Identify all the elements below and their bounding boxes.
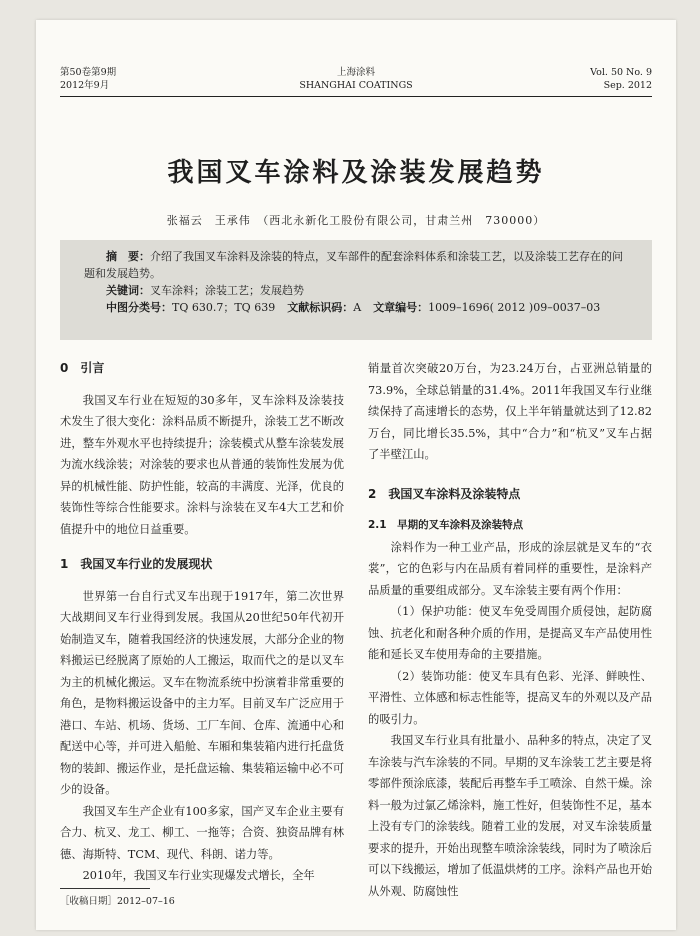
abstract-text: 介绍了我国叉车涂料及涂装的特点，叉车部件的配套涂料体系和涂装工艺，以及涂装工艺存在的问题和发展趋势。 <box>84 250 623 280</box>
header-divider <box>60 96 652 97</box>
article-no-label: 文章编号： <box>373 301 429 314</box>
section-1-paragraph-2: 我国叉车生产企业有100多家，国产叉车企业主要有合力、杭叉、龙工、柳工、一拖等；合资、独资品牌有林德、海斯特、TCM、现代、科朗、诺力等。 <box>60 804 344 861</box>
header-journal-name <box>36 66 676 92</box>
section-2-1-paragraph-3: （2）装饰功能：使叉车具有色彩、光泽、鲜映性、平滑性、立体感和标志性能等，提高叉车的外观以及产品的吸引力。 <box>368 669 652 726</box>
abstract-paragraph <box>84 248 628 282</box>
keywords-line <box>84 282 628 299</box>
section-2-1-paragraph-2: （1）保护功能：使叉车免受周围介质侵蚀，起防腐蚀、抗老化和耐各种介质的作用，是提高叉车产品使用性能和延长叉车使用寿命的主要措施。 <box>368 605 652 661</box>
doc-code-label: 文献标识码： <box>287 301 354 314</box>
section-1-heading: 1 我国叉车行业的发展现状 <box>60 557 213 571</box>
classification-line <box>84 299 628 316</box>
journal-name-en: SHANGHAI COATINGS <box>299 80 413 91</box>
clc-label: 中图分类号： <box>106 301 172 314</box>
header-volume-en: Vol. 50 No. 9 <box>590 67 652 78</box>
received-date-footnote: ［收稿日期］2012–07–16 <box>60 896 175 907</box>
section-2-1-paragraph-1: 涂料作为一种工业产品，形成的涂层就是叉车的“衣裳”，它的色彩与内在品质有着同样的重要性，是涂料产品质量的重要组成部分。叉车涂装主要有两个作用： <box>368 540 652 597</box>
clc-value: TQ 630.7；TQ 639 <box>172 301 276 314</box>
section-2-1-heading: 2.1 早期的叉车涂料及涂装特点 <box>368 519 524 531</box>
doc-code-value: A <box>353 301 362 314</box>
section-1-paragraph-3-continued: 销量首次突破20万台，为23.24万台，占亚洲总销量的73.9%，全球总销量的31.4%。2011年我国叉车行业继续保持了高速增长的态势，仅上半年销量就达到了12.82万台，同比增长35.5%，其中“合力”和“杭叉”叉车占据了半壁江山。 <box>368 362 652 461</box>
abstract-block <box>60 240 652 340</box>
section-1-paragraph-1: 世界第一台自行式叉车出现于1917年，第二次世界大战期间叉车行业得到发展。我国从20世纪50年代初开始制造叉车，随着我国经济的快速发展，大部分企业的物料搬运已经脱离了原始的人工搬运，取而代之的是以叉车为主的机械化搬运。叉车在物流系统中扮演着非常重要的角色，是物料搬运设备中的主力军。目前叉车广泛应用于港口、车站、机场、货场、工厂车间、仓库、流通中心和配送中心等，并可进入船舱、车厢和集装箱内进行托盘货物的装卸、搬运作业，是托盘运输、集装箱运输中必不可少的设备。 <box>60 589 344 796</box>
author-line: 张福云 王承伟 （西北永新化工股份有限公司，甘肃兰州 730000） <box>166 214 546 227</box>
header-volume-info <box>590 66 652 92</box>
section-1-paragraph-3-start: 2010年，我国叉车行业实现爆发式增长，全年 <box>82 869 315 882</box>
article-no-value: 1009–1696( 2012 )09–0037–03 <box>428 301 601 314</box>
keywords-text: 叉车涂料；涂装工艺；发展趋势 <box>150 284 304 297</box>
journal-page <box>36 20 676 930</box>
section-0-paragraph: 我国叉车行业在短短的30多年，叉车涂料及涂装技术发生了很大变化：涂料品质不断提升，涂装工艺不断改进，整车外观水平也持续提升；涂装模式从整车涂装发展为流水线涂装；对涂装的要求也从普通的装饰性发展为优异的机械性能、防护性能，较高的丰满度、光泽，优良的装饰性等综合性能要求。涂料与涂装在叉车4大工艺和价值提升中的地位日益重要。 <box>60 393 344 536</box>
section-0-heading: 0 引言 <box>60 361 105 375</box>
section-2-heading: 2 我国叉车涂料及涂装特点 <box>368 486 521 501</box>
keywords-label: 关键词： <box>106 284 150 297</box>
header-volume-cn: 第50卷第9期 <box>60 67 117 78</box>
footnote-divider <box>60 888 150 889</box>
header-date-en: Sep. 2012 <box>603 80 652 91</box>
right-column <box>368 358 652 902</box>
left-column <box>60 358 344 887</box>
article-title: 我国叉车涂料及涂装发展趋势 <box>167 158 545 188</box>
abstract-label: 摘 要： <box>106 250 150 263</box>
journal-name-cn: 上海涂料 <box>336 67 375 78</box>
header-date-cn: 2012年9月 <box>60 80 110 91</box>
section-2-1-paragraph-4: 我国叉车行业具有批量小、品种多的特点，决定了叉车涂装与汽车涂装的不同。早期的叉车涂装工艺主要是将零部件预涂底漆，装配后再整车手工喷涂、自然干燥。涂料一般为过氯乙烯涂料，施工性好，但装饰性不足，基本上没有专门的涂装线。随着工业的发展，对叉车涂装质量要求的提升，开始出现整车喷涂涂装线，同时为了喷涂后可以下线搬运，增加了低温烘烤的工序。涂料产品也开始从外观、防腐蚀性 <box>368 734 652 898</box>
